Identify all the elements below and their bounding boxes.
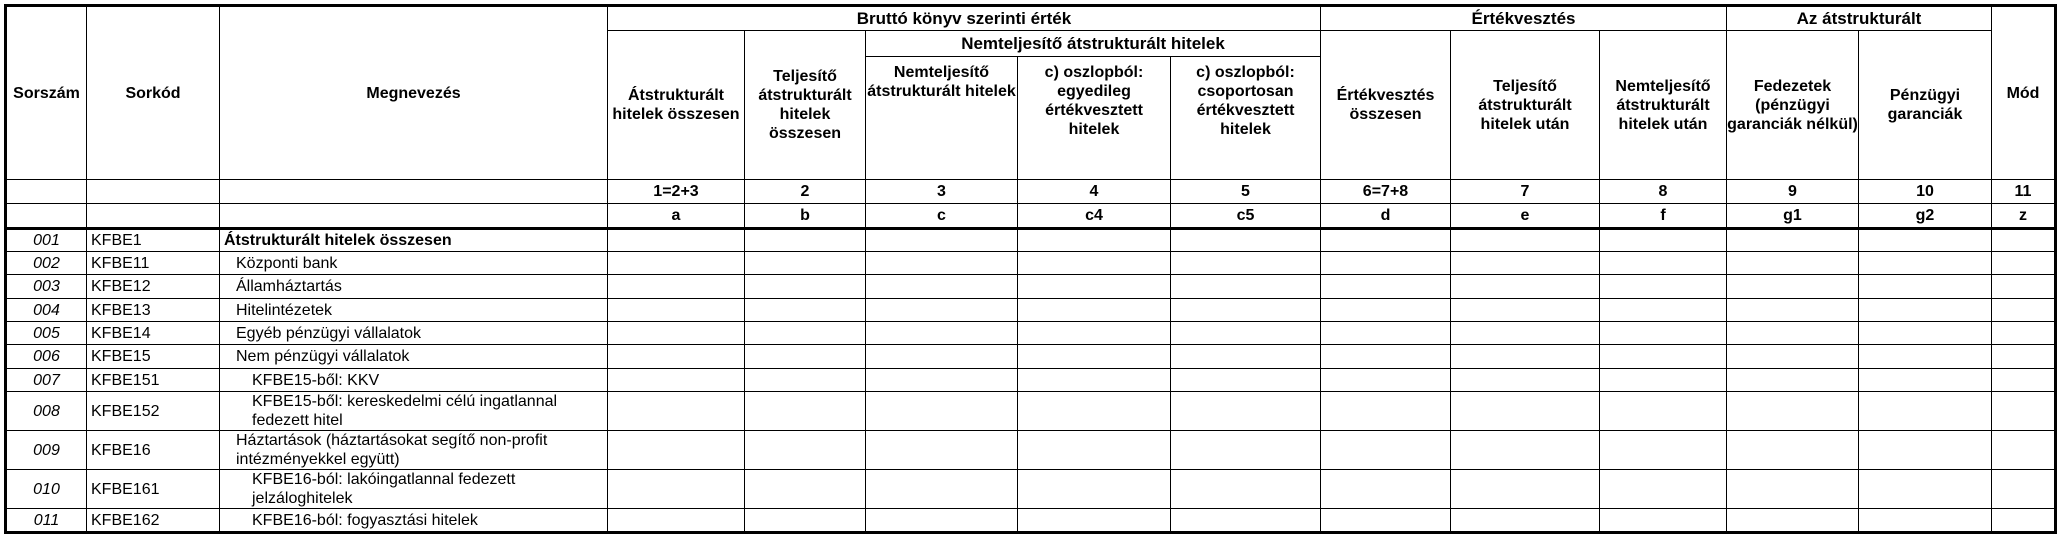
- table-row: [6, 229, 2056, 252]
- value-cell[interactable]: [1451, 392, 1600, 431]
- row-code: KFBE16: [87, 431, 220, 470]
- table-row: [6, 392, 2056, 431]
- value-cell[interactable]: [1992, 322, 2056, 345]
- value-cell[interactable]: [866, 275, 1018, 299]
- row-name: Államháztartás: [220, 275, 608, 299]
- value-cell[interactable]: [1451, 369, 1600, 392]
- value-cell[interactable]: [1171, 509, 1321, 533]
- value-cell[interactable]: [608, 252, 745, 275]
- row-name: Egyéb pénzügyi vállalatok: [220, 322, 608, 345]
- value-cell[interactable]: [745, 229, 866, 252]
- value-cell[interactable]: [866, 431, 1018, 470]
- col-letter: g1: [1727, 204, 1859, 229]
- value-cell[interactable]: [1859, 431, 1992, 470]
- value-cell[interactable]: [1321, 392, 1451, 431]
- value-cell[interactable]: [1600, 369, 1727, 392]
- value-cell[interactable]: [1727, 322, 1859, 345]
- col-letter: d: [1321, 204, 1451, 229]
- value-cell[interactable]: [608, 299, 745, 322]
- value-cell[interactable]: [1992, 369, 2056, 392]
- row-number: 011: [6, 509, 87, 533]
- header-fedezetek: Fedezetek (pénzügyi garanciák nélkül): [1727, 31, 1859, 180]
- value-cell[interactable]: [1600, 509, 1727, 533]
- header-ertekvesztes-osszesen: Értékvesztés összesen: [1321, 31, 1451, 180]
- col-letter: c5: [1171, 204, 1321, 229]
- value-cell[interactable]: [745, 470, 866, 509]
- row-name: Nem pénzügyi vállalatok: [220, 345, 608, 369]
- value-cell[interactable]: [745, 322, 866, 345]
- col-number: 4: [1018, 180, 1171, 204]
- value-cell[interactable]: [1992, 275, 2056, 299]
- value-cell[interactable]: [1018, 369, 1171, 392]
- value-cell[interactable]: [608, 509, 745, 533]
- row-code: KFBE15: [87, 345, 220, 369]
- value-cell[interactable]: [745, 509, 866, 533]
- value-cell[interactable]: [1727, 345, 1859, 369]
- value-cell[interactable]: [1992, 345, 2056, 369]
- value-cell[interactable]: [1321, 275, 1451, 299]
- value-cell[interactable]: [1600, 392, 1727, 431]
- value-cell[interactable]: [1171, 322, 1321, 345]
- value-cell[interactable]: [745, 252, 866, 275]
- header-megnevezes: Megnevezés: [220, 6, 608, 180]
- header-csoportosan-text: c) oszlopból: csoportosan értékvesztett hitelek: [1196, 64, 1295, 138]
- value-cell[interactable]: [1321, 509, 1451, 533]
- col-number: 5: [1171, 180, 1321, 204]
- value-cell[interactable]: [1171, 229, 1321, 252]
- value-cell[interactable]: [608, 229, 745, 252]
- value-cell[interactable]: [1321, 252, 1451, 275]
- row-number: 002: [6, 252, 87, 275]
- row-code: KFBE151: [87, 369, 220, 392]
- value-cell[interactable]: [1171, 431, 1321, 470]
- value-cell[interactable]: [745, 392, 866, 431]
- value-cell[interactable]: [1018, 299, 1171, 322]
- col-letter: c4: [1018, 204, 1171, 229]
- header-egyedileg-text: c) oszlopból: egyedileg értékvesztett hitelek: [1044, 64, 1144, 138]
- value-cell[interactable]: [1171, 345, 1321, 369]
- value-cell[interactable]: [866, 392, 1018, 431]
- value-cell[interactable]: [1600, 275, 1727, 299]
- value-cell[interactable]: [1600, 299, 1727, 322]
- value-cell[interactable]: [1451, 345, 1600, 369]
- value-cell[interactable]: [1600, 229, 1727, 252]
- header-nemteljesito-hitelek: [866, 57, 1018, 180]
- col-number: 3: [866, 180, 1018, 204]
- value-cell[interactable]: [1321, 369, 1451, 392]
- value-cell[interactable]: [1451, 229, 1600, 252]
- value-cell[interactable]: [866, 322, 1018, 345]
- row-code: KFBE11: [87, 252, 220, 275]
- header-sorkod: Sorkód: [87, 6, 220, 180]
- row-code: KFBE161: [87, 470, 220, 509]
- row-code: KFBE1: [87, 229, 220, 252]
- value-cell[interactable]: [866, 229, 1018, 252]
- value-cell[interactable]: [1600, 252, 1727, 275]
- row-code: KFBE13: [87, 299, 220, 322]
- row-number: 010: [6, 470, 87, 509]
- header-teljesito-utan: Teljesítő átstrukturált hitelek után: [1451, 31, 1600, 180]
- table-row: [6, 509, 2056, 533]
- col-number: 9: [1727, 180, 1859, 204]
- value-cell[interactable]: [1451, 470, 1600, 509]
- value-cell[interactable]: [745, 299, 866, 322]
- table-row: [6, 345, 2056, 369]
- value-cell[interactable]: [866, 299, 1018, 322]
- value-cell[interactable]: [745, 275, 866, 299]
- value-cell[interactable]: [1451, 431, 1600, 470]
- row-number: 003: [6, 275, 87, 299]
- row-code: KFBE12: [87, 275, 220, 299]
- value-cell[interactable]: [745, 369, 866, 392]
- value-cell[interactable]: [866, 369, 1018, 392]
- col-letter: a: [608, 204, 745, 229]
- value-cell[interactable]: [1992, 509, 2056, 533]
- value-cell[interactable]: [866, 509, 1018, 533]
- header-egyedileg: [1018, 57, 1171, 180]
- value-cell[interactable]: [1859, 369, 1992, 392]
- value-cell[interactable]: [1018, 392, 1171, 431]
- value-cell[interactable]: [1992, 299, 2056, 322]
- value-cell[interactable]: [1600, 470, 1727, 509]
- row-name: Háztartások (háztartásokat segítő non-profit intézményekkel együtt): [220, 431, 608, 470]
- header-nemteljesito-utan: Nemteljesítő átstrukturált hitelek után: [1600, 31, 1727, 180]
- row-name: KFBE15-ből: KKV: [220, 369, 608, 392]
- col-letter: g2: [1859, 204, 1992, 229]
- col-letter: c: [866, 204, 1018, 229]
- value-cell[interactable]: [866, 470, 1018, 509]
- col-letter: e: [1451, 204, 1600, 229]
- value-cell[interactable]: [1321, 431, 1451, 470]
- value-cell[interactable]: [1727, 229, 1859, 252]
- table-row: [6, 470, 2056, 509]
- col-number: 11: [1992, 180, 2056, 204]
- row-number: 008: [6, 392, 87, 431]
- value-cell[interactable]: [866, 252, 1018, 275]
- value-cell[interactable]: [1018, 345, 1171, 369]
- row-name: Hitelintézetek: [220, 299, 608, 322]
- col-number: 7: [1451, 180, 1600, 204]
- row-number: 005: [6, 322, 87, 345]
- row-code: KFBE14: [87, 322, 220, 345]
- table-row: [6, 275, 2056, 299]
- header-mod: Mód: [1992, 6, 2056, 180]
- row-number: 004: [6, 299, 87, 322]
- value-cell[interactable]: [1321, 299, 1451, 322]
- col-letter: b: [745, 204, 866, 229]
- row-name: Központi bank: [220, 252, 608, 275]
- value-cell[interactable]: [1727, 470, 1859, 509]
- value-cell[interactable]: [1600, 431, 1727, 470]
- header-penzugyi-garanciak: Pénzügyi garanciák: [1859, 31, 1992, 180]
- value-cell[interactable]: [1859, 229, 1992, 252]
- value-cell[interactable]: [1018, 509, 1171, 533]
- value-cell[interactable]: [1859, 470, 1992, 509]
- report-table: [4, 4, 2057, 534]
- value-cell[interactable]: [1171, 299, 1321, 322]
- value-cell[interactable]: [1859, 252, 1992, 275]
- row-name: Átstrukturált hitelek összesen: [220, 229, 608, 252]
- row-code: KFBE162: [87, 509, 220, 533]
- value-cell[interactable]: [1859, 322, 1992, 345]
- value-cell[interactable]: [1600, 322, 1727, 345]
- value-cell[interactable]: [1321, 322, 1451, 345]
- value-cell[interactable]: [1018, 275, 1171, 299]
- value-cell[interactable]: [1992, 392, 2056, 431]
- value-cell[interactable]: [1992, 431, 2056, 470]
- value-cell[interactable]: [608, 369, 745, 392]
- value-cell[interactable]: [1727, 509, 1859, 533]
- row-name: KFBE16-ból: lakóingatlannal fedezett jelzáloghitelek: [220, 470, 608, 509]
- row-name: KFBE16-ból: fogyasztási hitelek: [220, 509, 608, 533]
- value-cell[interactable]: [608, 345, 745, 369]
- col-letter: z: [1992, 204, 2056, 229]
- value-cell[interactable]: [1018, 322, 1171, 345]
- value-cell[interactable]: [745, 431, 866, 470]
- value-cell[interactable]: [1451, 252, 1600, 275]
- table-row: [6, 431, 2056, 470]
- row-number: 001: [6, 229, 87, 252]
- value-cell[interactable]: [1451, 275, 1600, 299]
- col-number: 10: [1859, 180, 1992, 204]
- value-cell[interactable]: [1171, 369, 1321, 392]
- value-cell[interactable]: [1018, 252, 1171, 275]
- value-cell[interactable]: [1727, 369, 1859, 392]
- header-csoportosan: [1171, 57, 1321, 180]
- value-cell[interactable]: [1171, 392, 1321, 431]
- value-cell[interactable]: [1859, 392, 1992, 431]
- value-cell[interactable]: [1018, 431, 1171, 470]
- value-cell[interactable]: [1859, 275, 1992, 299]
- group-atstrukturalt: Az átstrukturált: [1727, 6, 1992, 31]
- col-number: 1=2+3: [608, 180, 745, 204]
- value-cell[interactable]: [1859, 509, 1992, 533]
- row-name: KFBE15-ből: kereskedelmi célú ingatlannal fedezett hitel: [220, 392, 608, 431]
- value-cell[interactable]: [1992, 252, 2056, 275]
- value-cell[interactable]: [1727, 252, 1859, 275]
- value-cell[interactable]: [1018, 470, 1171, 509]
- value-cell[interactable]: [608, 275, 745, 299]
- value-cell[interactable]: [745, 345, 866, 369]
- value-cell[interactable]: [1859, 299, 1992, 322]
- value-cell[interactable]: [1321, 470, 1451, 509]
- value-cell[interactable]: [1859, 345, 1992, 369]
- value-cell[interactable]: [1171, 252, 1321, 275]
- header-teljesito-osszesen: Teljesítő átstrukturált hitelek összesen: [745, 31, 866, 180]
- value-cell[interactable]: [866, 345, 1018, 369]
- header-sorszam: Sorszám: [6, 6, 87, 180]
- table-body: [6, 229, 2056, 533]
- row-number: 007: [6, 369, 87, 392]
- table-row: [6, 252, 2056, 275]
- row-number: 009: [6, 431, 87, 470]
- col-number: 2: [745, 180, 866, 204]
- col-number: 8: [1600, 180, 1727, 204]
- value-cell[interactable]: [1600, 345, 1727, 369]
- value-cell[interactable]: [1727, 392, 1859, 431]
- value-cell[interactable]: [608, 431, 745, 470]
- table-row: [6, 322, 2056, 345]
- value-cell[interactable]: [1992, 470, 2056, 509]
- col-number: 6=7+8: [1321, 180, 1451, 204]
- row-number: 006: [6, 345, 87, 369]
- value-cell[interactable]: [1727, 299, 1859, 322]
- table-row: [6, 369, 2056, 392]
- value-cell[interactable]: [1992, 229, 2056, 252]
- value-cell[interactable]: [608, 470, 745, 509]
- group-ertekvesztes: Értékvesztés: [1321, 6, 1727, 31]
- row-code: KFBE152: [87, 392, 220, 431]
- header-atstrukturalt-osszesen: Átstrukturált hitelek összesen: [608, 31, 745, 180]
- value-cell[interactable]: [608, 322, 745, 345]
- value-cell[interactable]: [1321, 229, 1451, 252]
- value-cell[interactable]: [1018, 229, 1171, 252]
- value-cell[interactable]: [1451, 509, 1600, 533]
- table-row: [6, 299, 2056, 322]
- value-cell[interactable]: [1451, 322, 1600, 345]
- value-cell[interactable]: [1727, 431, 1859, 470]
- header-nemteljesito-hitelek-text: Nemteljesítő átstrukturált hitelek: [867, 64, 1016, 100]
- col-letter: f: [1600, 204, 1727, 229]
- value-cell[interactable]: [608, 392, 745, 431]
- subgroup-nemteljesito: Nemteljesítő átstrukturált hitelek: [866, 31, 1321, 57]
- value-cell[interactable]: [1451, 299, 1600, 322]
- value-cell[interactable]: [1171, 275, 1321, 299]
- value-cell[interactable]: [1727, 275, 1859, 299]
- value-cell[interactable]: [1321, 345, 1451, 369]
- group-brutto: Bruttó könyv szerinti érték: [608, 6, 1321, 31]
- value-cell[interactable]: [1171, 470, 1321, 509]
